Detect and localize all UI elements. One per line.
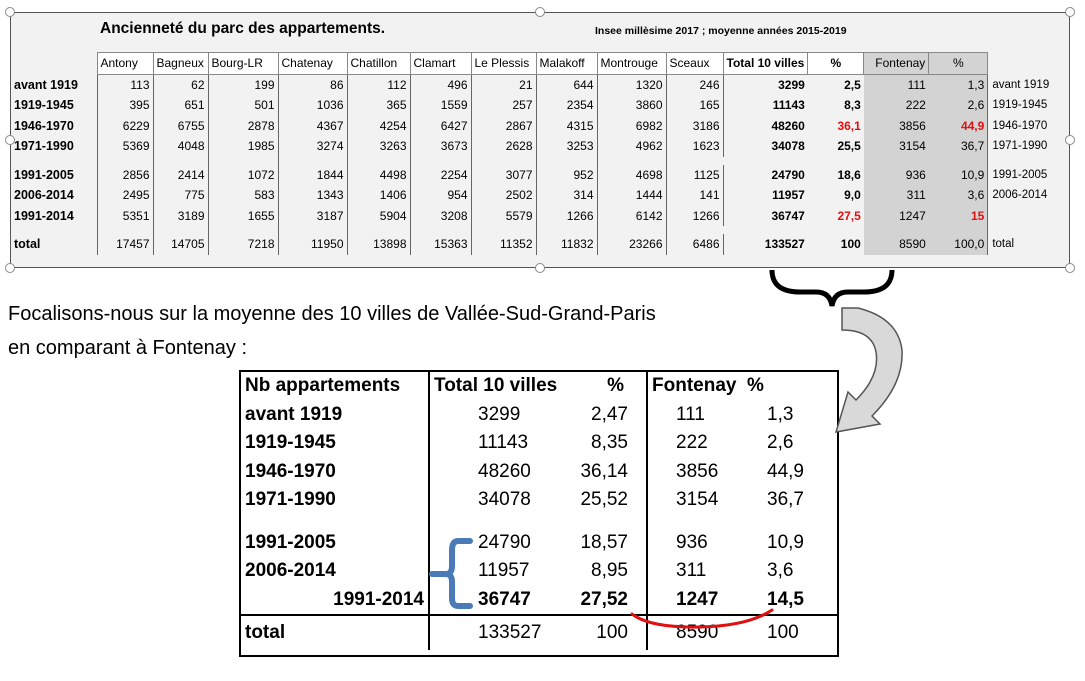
city-value-cell: 2856 [97,165,153,186]
city-value-cell: 1985 [208,136,278,157]
total-cell: 48260 [723,116,808,137]
city-value-cell: 62 [153,74,208,95]
city-value-cell: 165 [666,95,723,116]
summary-percent-cell: 8,95 [591,560,628,582]
spacer-cell [864,157,929,165]
row-label: 1991-2014 [14,208,74,223]
city-value-cell: 4315 [536,116,597,137]
top-header-cell: % [808,53,864,75]
top-table-row [12,165,1066,186]
row-label: 1919-1945 [14,98,74,113]
resize-handle-bottom-left[interactable] [5,263,15,273]
fontenay-cell: 311 [864,185,929,206]
city-value-cell: 1072 [208,165,278,186]
spacer-cell [988,226,1066,234]
city-value-cell: 2502 [471,185,536,206]
spacer-cell [666,157,723,165]
spacer-cell [12,226,97,234]
row-label: 2006-2014 [14,188,74,203]
spacer-cell [241,515,429,529]
city-value-cell: 1125 [666,165,723,186]
spacer-cell [988,157,1066,165]
city-value-cell: 11352 [471,234,536,255]
summary-fontenay-cell: 222 [647,429,737,458]
total-cell: 133527 [723,234,808,255]
spacer-cell [536,157,597,165]
city-value-cell: 1444 [597,185,666,206]
city-value-cell: 3187 [278,206,347,227]
summary-table [239,370,839,657]
summary-row-label: 1991-2014 [333,588,424,610]
summary-total-cell: 11957 [429,557,569,586]
spacer-cell [723,226,808,234]
spacer-cell [808,226,864,234]
summary-row [241,401,837,430]
row-label-right: 2006-2014 [988,185,1066,206]
city-value-cell: 2878 [208,116,278,137]
spacer-cell [97,226,153,234]
curved-arrow-shape [836,308,902,432]
city-value-cell: 2867 [471,116,536,137]
top-header-cell: Antony [97,53,153,75]
top-header-cell: Malakoff [536,53,597,75]
city-value-cell: 2495 [97,185,153,206]
header-spacer [12,53,97,75]
fontenay-cell: 111 [864,74,929,95]
city-value-cell: 23266 [597,234,666,255]
fontenay-percent-cell: 44,9 [929,116,988,137]
summary-total-cell: 24790 [429,529,569,558]
spacer-cell [347,226,410,234]
top-table-row [12,95,1066,116]
percent-cell: 100 [840,237,861,252]
caption-line-1: Focalisons-nous sur la moyenne des 10 villes de Vallée-Sud-Grand-Paris [8,303,656,325]
fontenay-cell: 8590 [864,234,929,255]
city-value-cell: 1266 [666,206,723,227]
city-value-cell: 13898 [347,234,410,255]
top-header-cell: Bourg-LR [208,53,278,75]
top-table-title: Ancienneté du parc des appartements. [100,20,386,37]
summary-row [241,529,837,558]
top-table-row [12,185,1066,206]
summary-row-label: total [241,615,429,650]
city-value-cell: 2354 [536,95,597,116]
spacer-cell [208,226,278,234]
city-value-cell: 86 [278,74,347,95]
fontenay-percent-cell: 2,6 [929,95,988,116]
spacer-cell [429,515,569,529]
summary-fontenay-percent-cell: 100 [737,615,837,650]
row-label-right: 1919-1945 [988,95,1066,116]
top-data-table [12,52,1066,255]
summary-fontenay-cell: 8590 [647,615,737,650]
city-value-cell: 2254 [410,165,471,186]
summary-fontenay-cell: 3154 [647,486,737,515]
summary-fontenay-cell: 1247 [647,586,737,616]
summary-fontenay-cell: 311 [647,557,737,586]
city-value-cell: 2628 [471,136,536,157]
summary-row [241,615,837,650]
spacer-cell [410,157,471,165]
city-value-cell: 644 [536,74,597,95]
city-value-cell: 4367 [278,116,347,137]
spacer-cell [597,157,666,165]
summary-row-label: 1971-1990 [245,489,336,511]
resize-handle-bottom-right[interactable] [1065,263,1075,273]
summary-header-cell: % [607,375,624,397]
city-value-cell: 3077 [471,165,536,186]
city-value-cell: 11832 [536,234,597,255]
spacer-cell [929,226,988,234]
top-header-cell: Le Plessis [471,53,536,75]
spacer-cell [569,515,647,529]
spacer-cell [536,226,597,234]
top-header-cell: Montrouge [597,53,666,75]
top-table-row [12,136,1066,157]
spacer-cell [278,226,347,234]
city-value-cell: 395 [97,95,153,116]
city-value-cell: 365 [347,95,410,116]
summary-row [241,557,837,586]
resize-handle-top-center[interactable] [535,7,545,17]
top-table-source: Insee millèsime 2017 ; moyenne années 2015-2019 [595,25,847,37]
city-value-cell: 952 [536,165,597,186]
percent-cell: 27,5 [837,208,861,223]
top-header-cell: Chatillon [347,53,410,75]
percent-cell: 36,1 [837,118,861,133]
spacer-cell [647,515,737,529]
city-value-cell: 246 [666,74,723,95]
city-value-cell: 4498 [347,165,410,186]
row-label-right: 1946-1970 [988,116,1066,137]
spacer-cell [153,226,208,234]
city-value-cell: 1343 [278,185,347,206]
summary-row [241,458,837,487]
summary-fontenay-cell: 111 [647,401,737,430]
spacer-cell [153,157,208,165]
city-value-cell: 113 [97,74,153,95]
summary-fontenay-percent-cell: 36,7 [767,489,804,511]
fontenay-percent-cell: 1,3 [929,74,988,95]
top-table-row [12,116,1066,137]
spacer-cell [471,157,536,165]
summary-percent-cell: 36,14 [580,460,628,482]
row-label-right: 1971-1990 [988,136,1066,157]
percent-cell: 9,0 [844,188,861,203]
city-value-cell: 1844 [278,165,347,186]
row-label: 1971-1990 [14,139,74,154]
summary-fontenay-percent-cell: 14,5 [767,588,804,610]
spacer-cell [208,157,278,165]
total-cell: 36747 [723,206,808,227]
caption-text [8,297,788,365]
city-value-cell: 3253 [536,136,597,157]
city-value-cell: 6982 [597,116,666,137]
spacer-row [12,157,1066,165]
city-value-cell: 6427 [410,116,471,137]
summary-total-cell: 11143 [429,429,569,458]
spacer-cell [723,157,808,165]
city-value-cell: 5579 [471,206,536,227]
spacer-cell [278,157,347,165]
summary-percent-cell: 100 [569,615,647,650]
fontenay-percent-cell: 3,6 [929,185,988,206]
total-cell: 11143 [723,95,808,116]
total-cell: 11957 [723,185,808,206]
city-value-cell: 5351 [97,206,153,227]
city-value-cell: 199 [208,74,278,95]
spacer-cell [97,157,153,165]
city-value-cell: 5369 [97,136,153,157]
spacer-cell [410,226,471,234]
fontenay-percent-cell: 100,0 [929,234,988,255]
row-label: total [14,237,41,252]
summary-row-label: 1991-2005 [245,531,336,553]
city-value-cell: 954 [410,185,471,206]
city-value-cell: 2414 [153,165,208,186]
top-header-cell: Total 10 villes [723,53,808,75]
city-value-cell: 3274 [278,136,347,157]
resize-handle-top-left[interactable] [5,7,15,17]
city-value-cell: 6229 [97,116,153,137]
summary-percent-cell: 8,35 [591,432,628,454]
fontenay-cell: 3154 [864,136,929,157]
summary-total-cell: 36747 [429,586,569,616]
top-header-cell: % [929,53,988,75]
resize-handle-middle-right[interactable] [1065,135,1075,145]
caption-line-2: en comparant à Fontenay : [8,337,248,359]
row-label-right: 1991-2005 [988,165,1066,186]
summary-header-cell: % [747,375,764,397]
top-table-row [12,74,1066,95]
summary-fontenay-cell: 3856 [647,458,737,487]
summary-total-cell: 133527 [429,615,569,650]
top-header-cell: Clamart [410,53,471,75]
header-spacer [988,53,1066,75]
fontenay-percent-cell: 15 [929,206,988,227]
city-value-cell: 1406 [347,185,410,206]
summary-total-cell: 34078 [429,486,569,515]
fontenay-percent-cell: 36,7 [929,136,988,157]
city-value-cell: 112 [347,74,410,95]
top-table-row [12,234,1066,255]
city-value-cell: 6486 [666,234,723,255]
summary-row [241,429,837,458]
city-value-cell: 11950 [278,234,347,255]
curly-brace-shape [772,270,892,306]
spacer-cell [666,226,723,234]
city-value-cell: 583 [208,185,278,206]
city-value-cell: 4254 [347,116,410,137]
spacer-cell [471,226,536,234]
city-value-cell: 4962 [597,136,666,157]
city-value-cell: 21 [471,74,536,95]
city-value-cell: 5904 [347,206,410,227]
spacer-cell [808,157,864,165]
spacer-cell [12,157,97,165]
city-value-cell: 3673 [410,136,471,157]
city-value-cell: 651 [153,95,208,116]
top-header-cell: Bagneux [153,53,208,75]
summary-percent-cell: 27,52 [580,588,628,610]
top-header-cell: Chatenay [278,53,347,75]
fontenay-cell: 936 [864,165,929,186]
city-value-cell: 1036 [278,95,347,116]
city-value-cell: 775 [153,185,208,206]
city-value-cell: 6142 [597,206,666,227]
summary-fontenay-percent-cell: 44,9 [767,460,804,482]
spacer-cell [737,515,837,529]
summary-percent-cell: 2,47 [591,403,628,425]
city-value-cell: 3263 [347,136,410,157]
city-value-cell: 501 [208,95,278,116]
row-label-right [988,206,1066,227]
summary-header-row [241,372,837,401]
city-value-cell: 1655 [208,206,278,227]
percent-cell: 18,6 [837,167,861,182]
summary-fontenay-percent-cell: 10,9 [767,531,804,553]
summary-fontenay-percent-cell: 2,6 [767,432,794,454]
top-header-cell: Sceaux [666,53,723,75]
spacer-cell [347,157,410,165]
summary-row-label: avant 1919 [245,403,343,425]
summary-header-cell: Total 10 villes [429,372,569,401]
city-value-cell: 3860 [597,95,666,116]
city-value-cell: 257 [471,95,536,116]
city-value-cell: 15363 [410,234,471,255]
fontenay-percent-cell: 10,9 [929,165,988,186]
spacer-cell [597,226,666,234]
city-value-cell: 6755 [153,116,208,137]
total-cell: 34078 [723,136,808,157]
summary-percent-cell: 18,57 [580,531,628,553]
city-value-cell: 4048 [153,136,208,157]
city-value-cell: 4698 [597,165,666,186]
city-value-cell: 496 [410,74,471,95]
percent-cell: 2,5 [844,77,861,92]
city-value-cell: 3186 [666,116,723,137]
city-value-cell: 314 [536,185,597,206]
spacer-row [12,226,1066,234]
city-value-cell: 3189 [153,206,208,227]
row-label-right: avant 1919 [988,74,1066,95]
top-header-row [12,53,1066,75]
summary-total-cell: 3299 [429,401,569,430]
summary-row [241,586,837,616]
resize-handle-bottom-center[interactable] [535,263,545,273]
summary-total-cell: 48260 [429,458,569,487]
city-value-cell: 1623 [666,136,723,157]
city-value-cell: 1559 [410,95,471,116]
row-label-right: total [988,234,1066,255]
summary-row-label: 2006-2014 [245,560,336,582]
city-value-cell: 3208 [410,206,471,227]
spacer-cell [864,226,929,234]
summary-row-label: 1946-1970 [245,460,336,482]
top-table-row [12,206,1066,227]
summary-fontenay-percent-cell: 3,6 [767,560,794,582]
fontenay-cell: 3856 [864,116,929,137]
summary-fontenay-percent-cell: 1,3 [767,403,794,425]
resize-handle-top-right[interactable] [1065,7,1075,17]
summary-header-cell: Fontenay [647,372,737,401]
city-value-cell: 17457 [97,234,153,255]
summary-fontenay-cell: 936 [647,529,737,558]
row-label: 1991-2005 [14,167,74,182]
fontenay-cell: 222 [864,95,929,116]
city-value-cell: 14705 [153,234,208,255]
fontenay-cell: 1247 [864,206,929,227]
summary-row [241,486,837,515]
total-cell: 24790 [723,165,808,186]
row-label: avant 1919 [14,77,78,92]
row-label: 1946-1970 [14,118,74,133]
city-value-cell: 1266 [536,206,597,227]
spacer-cell [929,157,988,165]
total-cell: 3299 [723,74,808,95]
city-value-cell: 7218 [208,234,278,255]
percent-cell: 25,5 [837,139,861,154]
city-value-cell: 141 [666,185,723,206]
summary-header-cell: Nb appartements [245,375,401,397]
summary-row-label: 1919-1945 [245,432,336,454]
summary-percent-cell: 25,52 [580,489,628,511]
city-value-cell: 1320 [597,74,666,95]
percent-cell: 8,3 [844,98,861,113]
spacer-row [241,515,837,529]
top-header-cell: Fontenay [864,53,929,75]
